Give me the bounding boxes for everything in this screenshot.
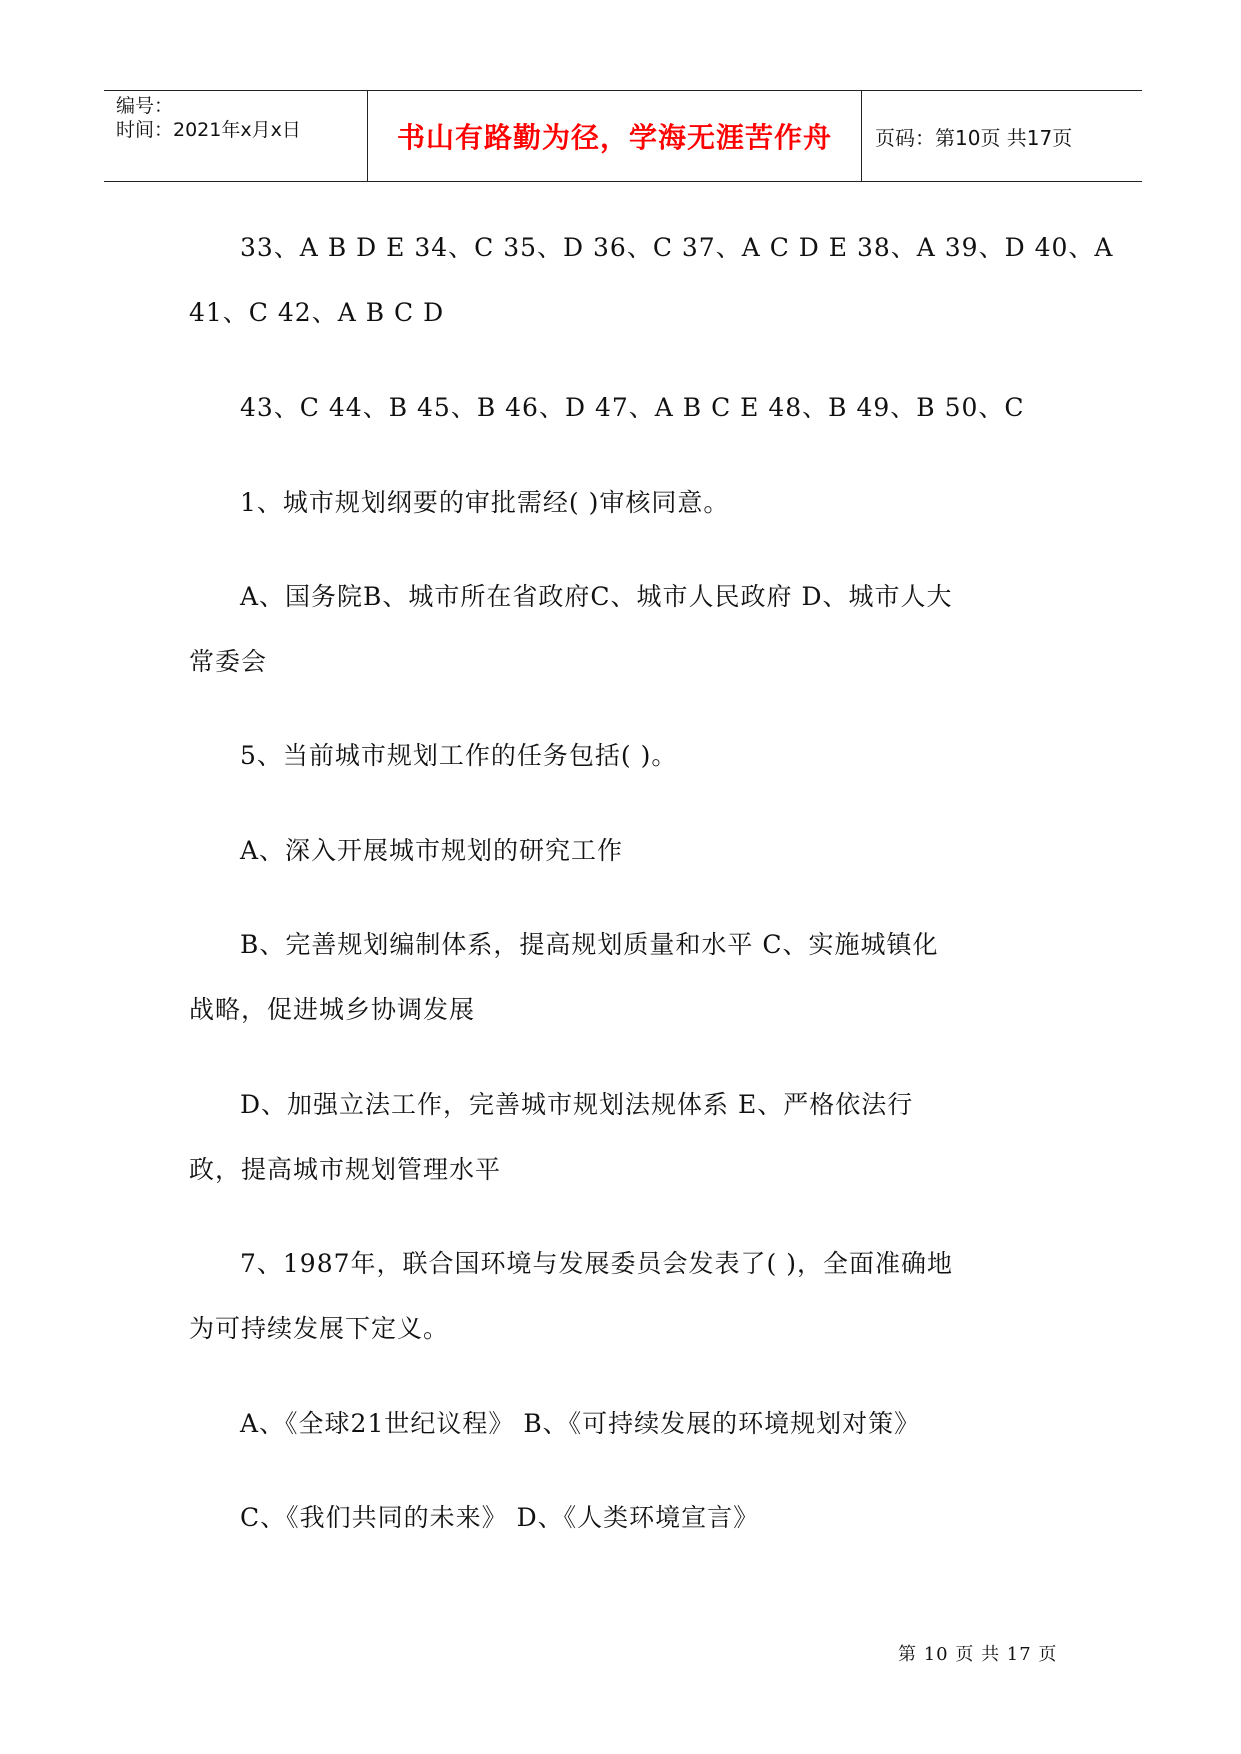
answer-line-1: 33、A B D E 34、C 35、D 36、C 37、A C D E 38、A 39、D 40、A xyxy=(240,233,1114,262)
question-5-option-a: A、深入开展城市规划的研究工作 xyxy=(240,836,624,865)
header-motto: 书山有路勤为径，学海无涯苦作舟 xyxy=(368,91,862,181)
question-5-option-de-cont: 政，提高城市规划管理水平 xyxy=(189,1155,502,1184)
page-footer: 第 10 页 共 17 页 xyxy=(898,1644,1058,1665)
header-page-label: 页码：第10页 共17页 xyxy=(875,125,1073,150)
question-5: 5、当前城市规划工作的任务包括( )。 xyxy=(240,741,678,770)
question-5-option-bc-cont: 战略，促进城乡协调发展 xyxy=(189,995,476,1024)
question-1: 1、城市规划纲要的审批需经( )审核同意。 xyxy=(240,488,730,517)
question-7-options-cd: C、《我们共同的未来》 D、《人类环境宣言》 xyxy=(240,1503,760,1532)
question-7-options-ab: A、《全球21世纪议程》 B、《可持续发展的环境规划对策》 xyxy=(240,1409,921,1438)
page-header xyxy=(104,90,1142,182)
serial-label: 编号： xyxy=(116,95,174,117)
header-meta xyxy=(104,91,368,181)
question-7: 7、1987年，联合国环境与发展委员会发表了( )，全面准确地 xyxy=(240,1249,953,1278)
time-label: 时间：2021年x月x日 xyxy=(116,119,301,141)
question-7-cont: 为可持续发展下定义。 xyxy=(189,1314,450,1343)
question-1-options-cont: 常委会 xyxy=(189,647,268,676)
answer-line-2: 41、C 42、A B C D xyxy=(189,298,445,327)
question-1-options: A、国务院B、城市所在省政府C、城市人民政府 D、城市人大 xyxy=(240,582,953,611)
answer-line-3: 43、C 44、B 45、B 46、D 47、A B C E 48、B 49、B 50、C xyxy=(240,393,1025,422)
question-5-option-de: D、加强立法工作，完善城市规划法规体系 E、严格依法行 xyxy=(240,1090,914,1119)
question-5-option-bc: B、完善规划编制体系，提高规划质量和水平 C、实施城镇化 xyxy=(240,930,939,959)
